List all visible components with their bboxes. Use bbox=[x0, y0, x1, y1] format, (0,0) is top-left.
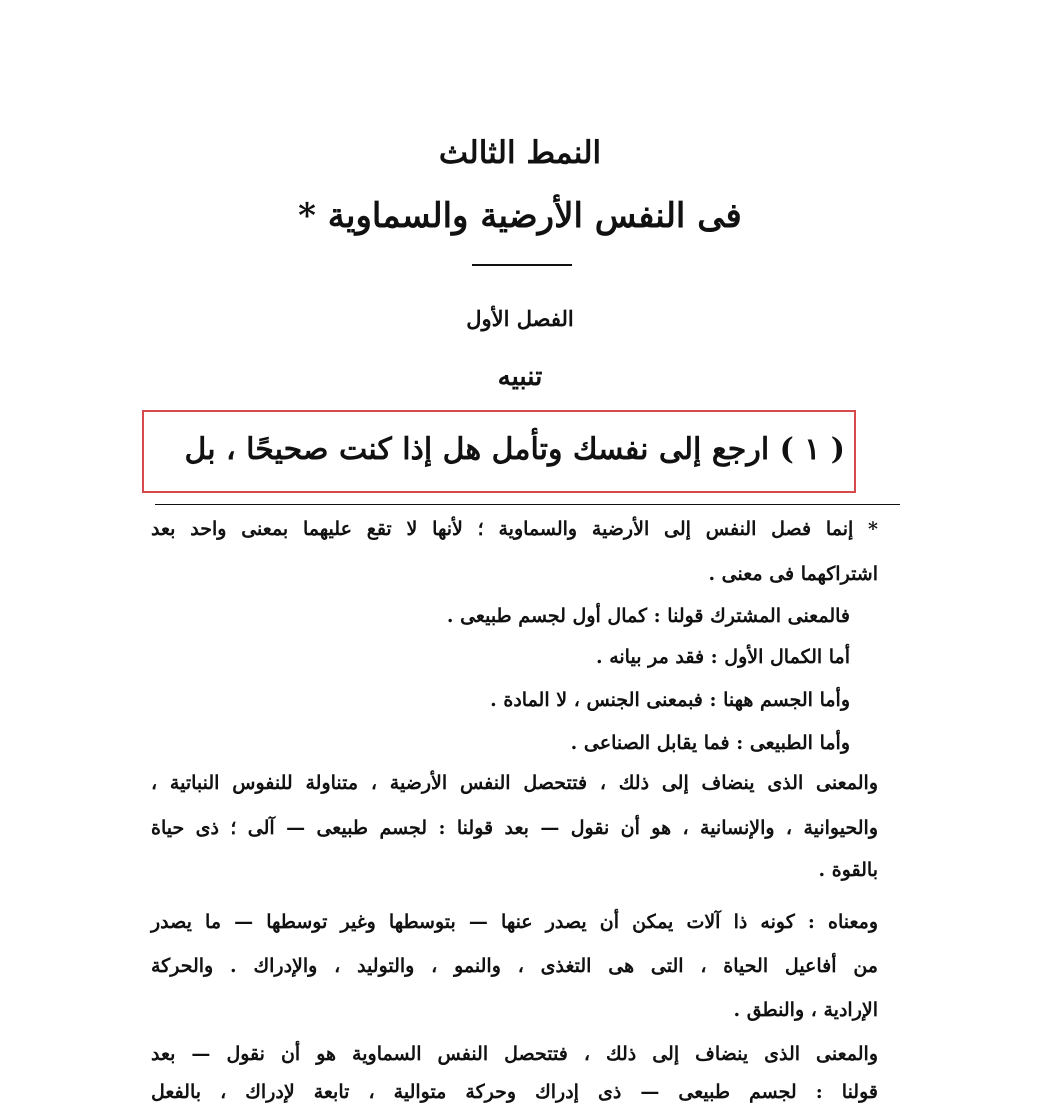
footnote-line: الإرادية ، والنطق . bbox=[733, 999, 878, 1021]
footnote-line: * إنما فصل النفس إلى الأرضية والسماوية ؛ لأنها لا تقع عليهما بمعنى واحد بعد bbox=[151, 518, 878, 540]
footnote-line: والمعنى الذى ينضاف إلى ذلك ، فتتحصل النفس الأرضية ، متناولة للنفوس النباتية ، bbox=[151, 772, 878, 794]
footnote-line: وأما الطبيعى : فما يقابل الصناعى . bbox=[570, 732, 850, 754]
footnote-line: ومعناه : كونه ذا آلات يمكن أن يصدر عنها — بتوسطها وغير توسطها — ما يصدر bbox=[151, 911, 878, 933]
footnote-line: وأما الجسم ههنا : فبمعنى الجنس ، لا المادة . bbox=[490, 689, 850, 711]
footnote-line: والمعنى الذى ينضاف إلى ذلك ، فتتحصل النفس السماوية هو أن نقول — بعد bbox=[151, 1043, 878, 1065]
title-divider bbox=[472, 264, 572, 266]
part-title: النمط الثالث bbox=[438, 135, 602, 171]
footnote-line: بالقوة . bbox=[818, 859, 878, 881]
subheading: تنبيه bbox=[497, 362, 543, 392]
footnote-line: فالمعنى المشترك قولنا : كمال أول لجسم طبيعى . bbox=[446, 605, 850, 627]
footnote-line: والحيوانية ، والإنسانية ، هو أن نقول — بعد قولنا : لجسم طبيعى — آلى ؛ ذى حياة bbox=[151, 817, 878, 839]
section-title: فى النفس الأرضية والسماوية * bbox=[298, 196, 742, 236]
chapter-title: الفصل الأول bbox=[466, 306, 574, 331]
footnote-line: أما الكمال الأول : فقد مر بيانه . bbox=[595, 646, 850, 668]
footnote-line: من أفاعيل الحياة ، التى هى التغذى ، والنمو ، والتوليد ، والإدراك . والحركة bbox=[151, 955, 878, 977]
main-text-line: ( ١ ) ارجع إلى نفسك وتأمل هل إذا كنت صحيحًا ، بل bbox=[184, 432, 845, 467]
footnote-line: قولنا : لجسم طبيعى — ذى إدراك وحركة متوالية ، تابعة لإدراك ، بالفعل bbox=[151, 1081, 878, 1103]
footnote-divider bbox=[155, 504, 900, 505]
footnote-line: اشتراكهما فى معنى . bbox=[708, 563, 878, 585]
